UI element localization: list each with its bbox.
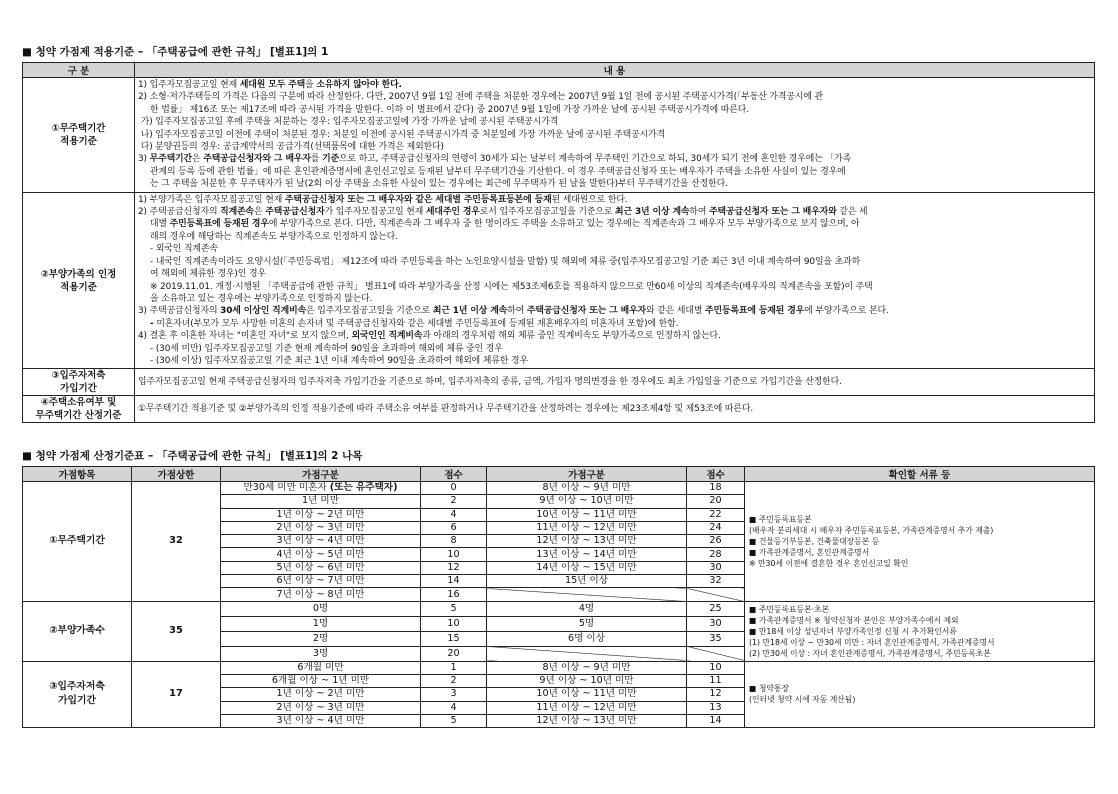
score-points: 1 — [421, 661, 487, 674]
score-group-name — [23, 482, 132, 602]
score-points: 15 — [421, 631, 487, 646]
score-points: 16 — [421, 588, 487, 601]
score-range: 6개월 미만 — [221, 661, 421, 674]
header-category: 구 분 — [23, 63, 135, 78]
criteria-line: 3) 무주택기간은 주택공급신청자와 그 배우자를 기준으로 하고, 주택공급신청자의 연령이 30세가 되는 날부터 계속하여 무주택인 기간으로 하되, 30세가 되기 전에 혼인한 경우에는 「가족 — [138, 154, 852, 165]
criteria-line: 가) 입주자모집공고일 후에 주택을 처분하는 경우: 입주자모집공고일에 가장 가까운 날에 공시된 주택공시가격 — [138, 117, 559, 128]
score-doc-line: ■ 가족관계증명서 ※ 청약신청자 본인은 부양가족수에서 제외 — [749, 615, 959, 625]
criteria-line: - (30세 미만) 입주자모집공고일 기준 현재 계속하여 90일을 초과하여 해외에 체류 중인 경우 — [150, 343, 503, 354]
score-points: 30 — [687, 561, 745, 574]
score-doc-line: ■ 주민등록표등본·초본 — [749, 604, 830, 614]
score-points: 32 — [687, 575, 745, 588]
criteria-content — [135, 369, 1095, 396]
score-range: 1년 이상 ~ 2년 미만 — [221, 688, 421, 701]
score-points: 14 — [687, 714, 745, 727]
score-range: 6년 이상 ~ 7년 미만 — [221, 575, 421, 588]
criteria-label-line: 적용기준 — [60, 135, 97, 147]
score-range: 10년 이상 ~ 11년 미만 — [487, 688, 687, 701]
score-range: 7년 이상 ~ 8년 미만 — [221, 588, 421, 601]
score-points: 26 — [687, 535, 745, 548]
criteria-line: ①무주택기간 적용기준 및 ②부양가족의 인정 적용기준에 따라 주택소유 여부를 판정하거나 무주택기간을 산정하려는 경우에는 제23조제4항 및 제53조에 따른다. — [138, 404, 754, 415]
score-header: 가점상한 — [132, 467, 221, 482]
section1-title: ■ 청약 가점제 적용기준 – 「주택공급에 관한 규칙」 [별표1]의 1 — [22, 46, 329, 58]
score-points: 18 — [687, 482, 745, 495]
score-doc-line: (배우자 분리세대 시 배우자 주민등록표등본, 가족관계증명서 추가 제출) — [749, 525, 994, 535]
criteria-row — [23, 369, 1095, 396]
score-range: 4년 이상 ~ 5년 미만 — [221, 548, 421, 561]
score-range: 1년 미만 — [221, 495, 421, 508]
score-range: 8년 이상 ~ 9년 미만 — [487, 482, 687, 495]
criteria-line: 4) 결혼 후 이혼한 자녀는 "미혼인 자녀"로 보지 않으며, 외국인인 직계비속과 아래의 경우처럼 해외 체류 중인 직계비속도 부양가족으로 인정하지 않는다. — [138, 331, 721, 342]
criteria-label-line: 적용기준 — [60, 281, 97, 293]
criteria-label — [23, 369, 135, 396]
score-points: 20 — [421, 646, 487, 661]
score-points: 4 — [421, 508, 487, 521]
section2-title: ■ 청약 가점제 산정기준표 – 「주택공급에 관한 규칙」 [별표1]의 2 나목 — [22, 450, 363, 462]
score-doc-line: (인터넷 청약 시에 자동 계산됨) — [749, 695, 856, 705]
score-range — [487, 588, 687, 601]
score-doc-line: (1) 만18세 이상 ~ 만30세 미만 : 자녀 혼인관계증명서, 가족관계증명서 — [749, 637, 995, 647]
criteria-line: ※ 2019.11.01. 개정·시행된 「주택공급에 관한 규칙」 별표1에 따라 부양가족을 산정 시에는 제53조제6호를 적용하지 않으므로 만60세 이상의 직계존속(배우자의 직계존속을 포함)이 주택 — [150, 281, 873, 292]
score-header: 확인할 서류 등 — [745, 467, 1095, 482]
score-range: 6명 이상 — [487, 631, 687, 646]
criteria-content — [135, 78, 1095, 193]
score-points: 14 — [421, 575, 487, 588]
score-range: 12년 이상 ~ 13년 미만 — [487, 535, 687, 548]
score-range: 만30세 미만 미혼자 (또는 유주택자) — [221, 482, 421, 495]
score-points: 8 — [421, 535, 487, 548]
score-points: 11 — [687, 674, 745, 687]
score-row — [23, 482, 1095, 495]
criteria-line: - (30세 이상) 입주자모집공고일 기준 최근 1년 이내 계속하여 90일을 초과하여 해외에 체류한 경우 — [150, 355, 528, 366]
score-range: 2명 — [221, 631, 421, 646]
score-range: 4명 — [487, 601, 687, 616]
score-points: 28 — [687, 548, 745, 561]
score-range: 11년 이상 ~ 12년 미만 — [487, 701, 687, 714]
criteria-label-line: 무주택기간 산정기준 — [35, 410, 122, 422]
criteria-label-line: ③입주자저축 — [51, 370, 106, 382]
score-doc-line: ■ 만18세 이상 성년자녀 부양가족인정 신청 시 추가확인서류 — [749, 626, 957, 636]
score-doc-line: ※ 만30세 이전에 결혼한 경우 혼인신고일 확인 — [749, 558, 909, 568]
score-header: 가점항목 — [23, 467, 132, 482]
score-group-name-line: 가입기간 — [58, 695, 96, 707]
score-points: 5 — [421, 714, 487, 727]
score-doc-line: ■ 건물등기부등본, 건축물대장등본 등 — [749, 536, 880, 546]
score-group-name-line: ③입주자저축 — [49, 681, 105, 693]
criteria-label — [23, 396, 135, 423]
criteria-row — [23, 78, 1095, 193]
criteria-line: 한 법률」 제16조 또는 제17조에 따라 공시된 가격을 말한다. 이하 이 별표에서 같다) 중 2007년 9월 1일에 가장 가까운 날에 공시된 주택공시가격에 따른다. — [150, 104, 749, 115]
score-doc-line: ■ 가족관계증명서, 혼인관계증명서 — [749, 547, 870, 557]
score-range: 0명 — [221, 601, 421, 616]
score-criteria-table — [22, 466, 1095, 728]
score-group-max: 17 — [132, 661, 221, 727]
score-points: 12 — [421, 561, 487, 574]
score-docs — [745, 601, 1095, 661]
score-range: 5명 — [487, 616, 687, 631]
score-group-max: 35 — [132, 601, 221, 661]
score-doc-line: ■ 청약통장 — [749, 684, 789, 694]
score-range: 9년 이상 ~ 10년 미만 — [487, 495, 687, 508]
criteria-line: 2) 주택공급신청자의 직계존속은 주택공급신청자가 입주자모집공고일 현재 세대주인 경우로서 입주자모집공고일을 기준으로 최근 3년 이상 계속하여 주택공급신청자 또는 그 배우자와 같은 세 — [138, 207, 868, 218]
score-points: 2 — [421, 674, 487, 687]
score-points: 4 — [421, 701, 487, 714]
score-points: 30 — [687, 616, 745, 631]
criteria-row — [23, 396, 1095, 423]
score-range: 15년 이상 — [487, 575, 687, 588]
score-header: 점수 — [421, 467, 487, 482]
score-group-name-line: ①무주택기간 — [49, 535, 105, 547]
score-range: 2년 이상 ~ 3년 미만 — [221, 521, 421, 534]
score-points: 24 — [687, 521, 745, 534]
score-points: 10 — [421, 616, 487, 631]
criteria-line: 다) 분양권등의 경우: 공급계약서의 공급가격(선택품목에 대한 가격은 제외한다) — [138, 142, 444, 153]
score-range: 10년 이상 ~ 11년 미만 — [487, 508, 687, 521]
score-docs — [745, 482, 1095, 602]
score-points: 10 — [687, 661, 745, 674]
score-range: 3년 이상 ~ 4년 미만 — [221, 714, 421, 727]
score-row — [23, 661, 1095, 674]
score-docs — [745, 661, 1095, 727]
score-group-name-line: ②부양가족수 — [49, 625, 105, 637]
criteria-line: 1) 입주자모집공고일 현재 세대원 모두 주택을 소유하지 않아야 한다. — [138, 80, 402, 90]
score-range: 14년 이상 ~ 15년 미만 — [487, 561, 687, 574]
criteria-line: 1) 부양가족은 입주자모집공고일 현재 주택공급신청자 또는 그 배우자와 같은 세대별 주민등록표등본에 등재된 세대원으로 한다. — [138, 194, 628, 205]
criteria-line: - 내국인 직계존속이라도 요양시설(「주민등록법」 제12조에 따라 주민등록을 하는 노인요양시설을 말함) 및 해외에 체류 중(입주자모집공고일 기준 최근 3년 이내 계속하여 90일을 초과하 — [150, 256, 861, 267]
score-range-emphasis: (또는 유주택자) — [329, 482, 398, 494]
criteria-label-line: ①무주택기간 — [51, 122, 106, 134]
score-range: 9년 이상 ~ 10년 미만 — [487, 674, 687, 687]
criteria-label — [23, 192, 135, 369]
criteria-content — [135, 396, 1095, 423]
criteria-line: 대별 주민등록표에 등재된 경우에 부양가족으로 본다. 다만, 직계존속과 그 배우자 중 한 명이라도 주택을 소유하고 있는 경우에는 직계존속과 그 배우자 모두 부양가족으로 보지 않으며, 아 — [150, 219, 860, 230]
score-range: 13년 이상 ~ 14년 미만 — [487, 548, 687, 561]
score-range: 8년 이상 ~ 9년 미만 — [487, 661, 687, 674]
score-points: 10 — [421, 548, 487, 561]
score-group-name — [23, 601, 132, 661]
criteria-label-line: ②부양가족의 인정 — [40, 268, 117, 280]
criteria-content — [135, 192, 1095, 369]
criteria-line: 여 해외에 체류한 경우)인 경우 — [150, 269, 266, 280]
criteria-line: 3) 주택공급신청자의 30세 이상인 직계비속은 입주자모집공고일을 기준으로 최근 1년 이상 계속하여 주택공급신청자 또는 그 배우자와 같은 세대별 주민등록표에 등재된 경우에 부양가족으로 본다. — [138, 306, 889, 317]
score-group-max: 32 — [132, 482, 221, 602]
criteria-line: 나) 입주자모집공고일 이전에 주택이 처분된 경우: 처분일 이전에 공시된 주택공시가격 중 처분일에 가장 가까운 날에 공시된 주택공시가격 — [138, 129, 666, 140]
criteria-line: 는 그 주택을 처분한 후 무주택자가 된 날(2회 이상 주택을 소유한 사실이 있는 경우에는 최근에 무주택자가 된 날을 말한다)부터 무주택기간을 산정한다. — [150, 179, 728, 190]
score-range — [487, 646, 687, 661]
score-header: 가점구분 — [487, 467, 687, 482]
criteria-row — [23, 192, 1095, 369]
score-points: 3 — [421, 688, 487, 701]
criteria-line: - 외국인 직계존속 — [150, 244, 218, 255]
score-range: 1명 — [221, 616, 421, 631]
criteria-line: 2) 소형·저가주택등의 가격은 다음의 구분에 따라 산정한다. 다만, 2007년 9월 1일 전에 주택을 처분한 경우에는 2007년 9월 1일 전에 공시된 주택공시가격(「부동산 가격공시에 관 — [138, 92, 823, 103]
score-header: 가점구분 — [221, 467, 421, 482]
score-points: 13 — [687, 701, 745, 714]
score-points: 22 — [687, 508, 745, 521]
criteria-label — [23, 78, 135, 193]
criteria-line: 입주자모집공고일 현재 주택공급신청자의 입주자저축 가입기간을 기준으로 하며, 입주자저축의 종류, 금액, 가입자 명의변경을 한 경우에도 최초 가입일을 기준으로 가입기간을 산정한다. — [138, 377, 842, 388]
score-points: 5 — [421, 601, 487, 616]
score-range: 3명 — [221, 646, 421, 661]
score-range: 2년 이상 ~ 3년 미만 — [221, 701, 421, 714]
criteria-line: - 미혼자녀(부모가 모두 사망한 미혼의 손자녀 및 주택공급신청자와 같은 세대별 주민등록표에 등재된 재혼배우자의 미혼자녀 포함)에 한함. — [150, 318, 679, 329]
score-points: 6 — [421, 521, 487, 534]
score-points — [687, 646, 745, 661]
score-points: 35 — [687, 631, 745, 646]
criteria-label-line: 가입기간 — [60, 383, 97, 395]
score-points: 2 — [421, 495, 487, 508]
criteria-label-line: ④주택소유여부 및 — [40, 397, 117, 409]
criteria-line: 래의 경우에 해당하는 직계존속도 부양가족으로 인정하지 않는다. — [150, 231, 398, 242]
criteria-line: 관계의 등록 등에 관한 법률」에 따른 혼인관계증명서에 혼인신고일로 등재된 날부터 무주택기간을 기산한다. 이 경우 주택공급신청자 또는 배우자가 주택을 소유한 사실이 있는 경우에 — [150, 166, 846, 177]
score-range: 6개월 이상 ~ 1년 미만 — [221, 674, 421, 687]
score-range: 1년 이상 ~ 2년 미만 — [221, 508, 421, 521]
score-points — [687, 588, 745, 601]
score-row — [23, 601, 1095, 616]
score-points: 12 — [687, 688, 745, 701]
eligibility-criteria-table — [22, 62, 1095, 423]
score-points: 0 — [421, 482, 487, 495]
header-content: 내 용 — [135, 63, 1095, 78]
score-range: 12년 이상 ~ 13년 미만 — [487, 714, 687, 727]
score-group-name — [23, 661, 132, 727]
criteria-line: 을 소유하고 있는 경우에는 부양가족으로 인정하지 않는다. — [150, 293, 373, 304]
score-points: 25 — [687, 601, 745, 616]
score-range: 5년 이상 ~ 6년 미만 — [221, 561, 421, 574]
score-range: 3년 이상 ~ 4년 미만 — [221, 535, 421, 548]
score-header: 점수 — [687, 467, 745, 482]
score-doc-line: (2) 만30세 이상 : 자녀 혼인관계증명서, 가족관계증명서, 주민등록초본 — [749, 648, 991, 658]
score-doc-line: ■ 주민등록표등본 — [749, 514, 812, 524]
score-range: 11년 이상 ~ 12년 미만 — [487, 521, 687, 534]
score-points: 20 — [687, 495, 745, 508]
